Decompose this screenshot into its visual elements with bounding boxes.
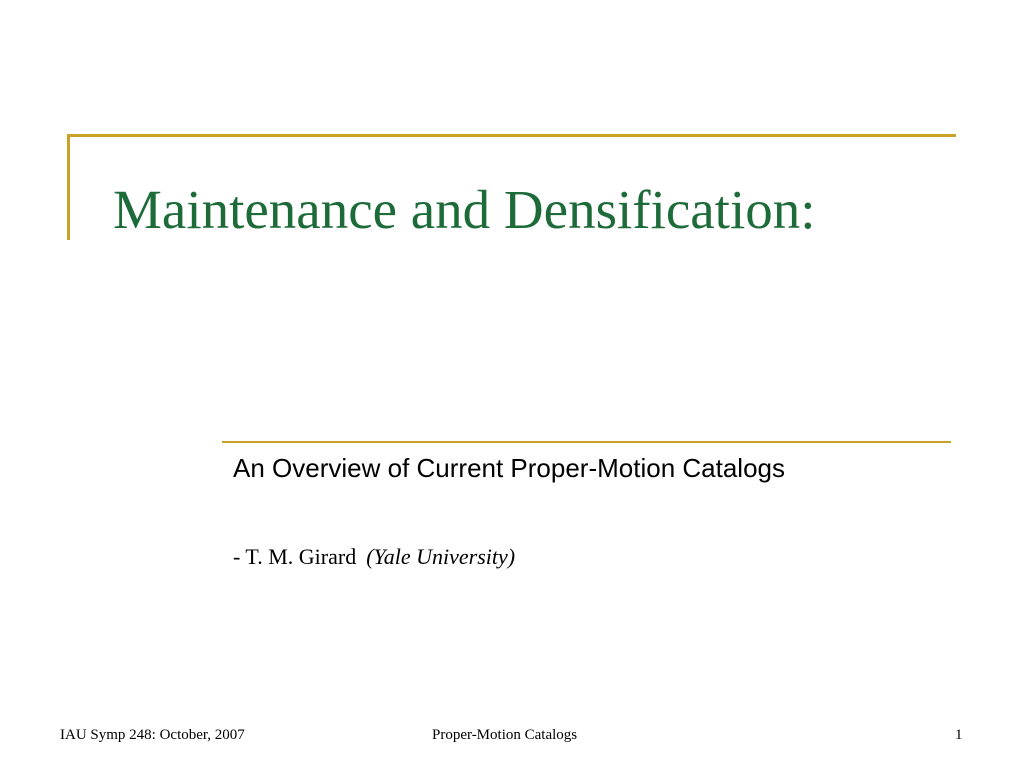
footer-topic: Proper-Motion Catalogs — [432, 727, 578, 743]
footer-page-number: 1 — [955, 727, 963, 743]
slide-title: Maintenance and Densification: — [113, 179, 816, 240]
slide-subtitle: An Overview of Current Proper-Motion Catalogs — [233, 453, 786, 483]
title-left-rule — [67, 134, 70, 240]
subtitle-rule — [222, 441, 951, 443]
title-top-rule — [67, 134, 956, 137]
author-name: - T. M. Girard — [233, 544, 357, 569]
author-affiliation: (Yale University) — [366, 544, 516, 569]
footer-event: IAU Symp 248: October, 2007 — [60, 727, 245, 743]
author-line — [233, 544, 515, 570]
